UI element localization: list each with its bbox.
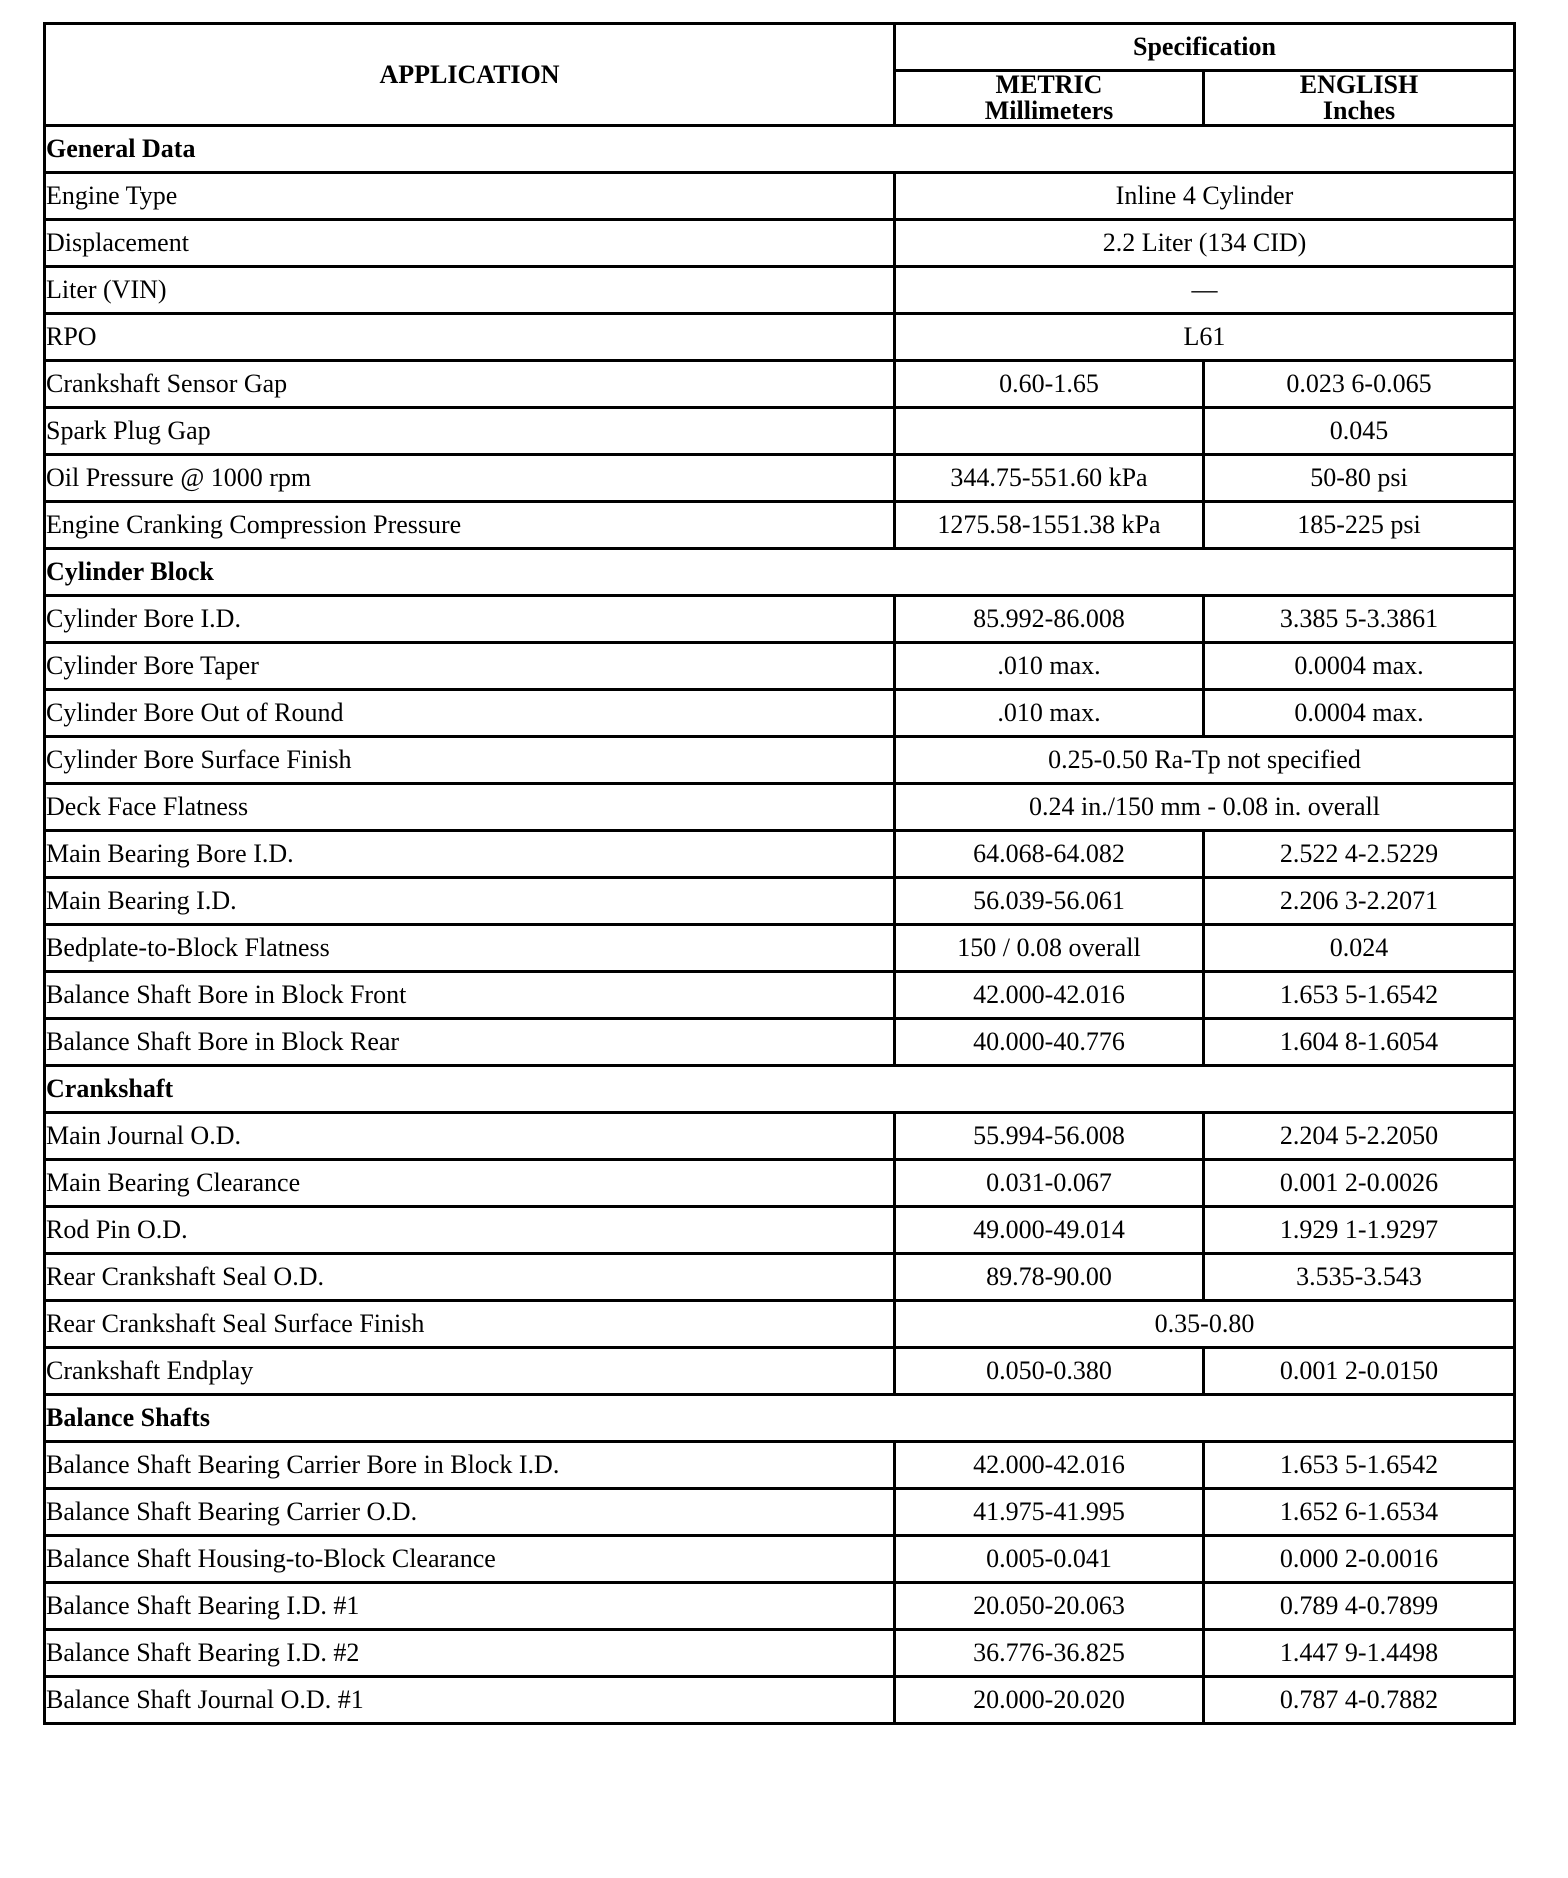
table-row xyxy=(45,1019,1515,1066)
application-cell: Cylinder Bore Surface Finish xyxy=(45,737,895,784)
metric-cell: 42.000-42.016 xyxy=(895,972,1204,1019)
english-title: ENGLISH xyxy=(1299,70,1419,99)
application-cell: Rear Crankshaft Seal Surface Finish xyxy=(45,1301,895,1348)
application-cell: Bedplate-to-Block Flatness xyxy=(45,925,895,972)
table-row xyxy=(45,455,1515,502)
table-row xyxy=(45,1301,1515,1348)
metric-cell: 0.005-0.041 xyxy=(895,1536,1204,1583)
metric-title: METRIC xyxy=(995,70,1103,99)
table-row xyxy=(45,1489,1515,1536)
metric-cell: 55.994-56.008 xyxy=(895,1113,1204,1160)
application-cell: Crankshaft Endplay xyxy=(45,1348,895,1395)
english-cell: 0.0004 max. xyxy=(1204,690,1515,737)
table-row xyxy=(45,1160,1515,1207)
table-row xyxy=(45,596,1515,643)
table-row xyxy=(45,972,1515,1019)
metric-cell: 1275.58-1551.38 kPa xyxy=(895,502,1204,549)
metric-cell: .010 max. xyxy=(895,690,1204,737)
metric-header xyxy=(895,71,1204,126)
table-row xyxy=(45,1583,1515,1630)
application-cell: Balance Shaft Journal O.D. #1 xyxy=(45,1677,895,1724)
table-header xyxy=(45,24,1515,126)
english-cell: 1.652 6-1.6534 xyxy=(1204,1489,1515,1536)
application-cell: Balance Shaft Housing-to-Block Clearance xyxy=(45,1536,895,1583)
section-title: Crankshaft xyxy=(45,1066,1515,1113)
english-cell: 1.929 1-1.9297 xyxy=(1204,1207,1515,1254)
english-header xyxy=(1204,71,1515,126)
application-cell: Cylinder Bore Out of Round xyxy=(45,690,895,737)
english-cell: 2.204 5-2.2050 xyxy=(1204,1113,1515,1160)
table-row xyxy=(45,1207,1515,1254)
section-title: General Data xyxy=(45,126,1515,173)
application-cell: Displacement xyxy=(45,220,895,267)
metric-cell: .010 max. xyxy=(895,643,1204,690)
english-unit: Inches xyxy=(1322,96,1396,125)
section-title: Balance Shafts xyxy=(45,1395,1515,1442)
table-row xyxy=(45,1677,1515,1724)
application-cell: Deck Face Flatness xyxy=(45,784,895,831)
english-cell: 0.045 xyxy=(1204,408,1515,455)
english-cell: 1.447 9-1.4498 xyxy=(1204,1630,1515,1677)
metric-cell: 20.000-20.020 xyxy=(895,1677,1204,1724)
metric-cell: 40.000-40.776 xyxy=(895,1019,1204,1066)
metric-cell: 42.000-42.016 xyxy=(895,1442,1204,1489)
application-cell: Engine Type xyxy=(45,173,895,220)
section-row xyxy=(45,549,1515,596)
table-row xyxy=(45,314,1515,361)
metric-cell: 64.068-64.082 xyxy=(895,831,1204,878)
table-row xyxy=(45,1536,1515,1583)
english-cell: 3.385 5-3.3861 xyxy=(1204,596,1515,643)
application-cell: Crankshaft Sensor Gap xyxy=(45,361,895,408)
metric-cell: 56.039-56.061 xyxy=(895,878,1204,925)
table-row xyxy=(45,878,1515,925)
table-row xyxy=(45,408,1515,455)
english-cell: 0.024 xyxy=(1204,925,1515,972)
section-row xyxy=(45,1066,1515,1113)
english-cell: 185-225 psi xyxy=(1204,502,1515,549)
specification-header: Specification xyxy=(895,24,1515,71)
table-row xyxy=(45,173,1515,220)
english-cell: 0.787 4-0.7882 xyxy=(1204,1677,1515,1724)
english-cell: 0.0004 max. xyxy=(1204,643,1515,690)
english-cell: 0.789 4-0.7899 xyxy=(1204,1583,1515,1630)
english-cell: 50-80 psi xyxy=(1204,455,1515,502)
combined-spec-cell: 0.24 in./150 mm - 0.08 in. overall xyxy=(895,784,1515,831)
application-cell: Main Journal O.D. xyxy=(45,1113,895,1160)
metric-cell xyxy=(895,408,1204,455)
application-cell: Balance Shaft Bearing Carrier Bore in Block I.D. xyxy=(45,1442,895,1489)
english-cell: 3.535-3.543 xyxy=(1204,1254,1515,1301)
combined-spec-cell: Inline 4 Cylinder xyxy=(895,173,1515,220)
english-cell: 1.653 5-1.6542 xyxy=(1204,1442,1515,1489)
specification-table xyxy=(43,22,1516,1725)
table-row xyxy=(45,267,1515,314)
application-cell: Cylinder Bore Taper xyxy=(45,643,895,690)
table-row xyxy=(45,737,1515,784)
table-row xyxy=(45,831,1515,878)
metric-cell: 0.031-0.067 xyxy=(895,1160,1204,1207)
application-cell: RPO xyxy=(45,314,895,361)
application-cell: Balance Shaft Bearing Carrier O.D. xyxy=(45,1489,895,1536)
application-cell: Spark Plug Gap xyxy=(45,408,895,455)
english-cell: 0.023 6-0.065 xyxy=(1204,361,1515,408)
table-row xyxy=(45,784,1515,831)
combined-spec-cell: 0.35-0.80 xyxy=(895,1301,1515,1348)
table-row xyxy=(45,1113,1515,1160)
application-cell: Engine Cranking Compression Pressure xyxy=(45,502,895,549)
table-row xyxy=(45,1442,1515,1489)
metric-cell: 0.050-0.380 xyxy=(895,1348,1204,1395)
section-title: Cylinder Block xyxy=(45,549,1515,596)
application-cell: Balance Shaft Bore in Block Rear xyxy=(45,1019,895,1066)
table-row xyxy=(45,1254,1515,1301)
table-row xyxy=(45,690,1515,737)
table-row xyxy=(45,361,1515,408)
table-row xyxy=(45,925,1515,972)
section-row xyxy=(45,1395,1515,1442)
metric-cell: 89.78-90.00 xyxy=(895,1254,1204,1301)
english-cell: 2.206 3-2.2071 xyxy=(1204,878,1515,925)
application-cell: Oil Pressure @ 1000 rpm xyxy=(45,455,895,502)
english-cell: 2.522 4-2.5229 xyxy=(1204,831,1515,878)
metric-cell: 150 / 0.08 overall xyxy=(895,925,1204,972)
table-row xyxy=(45,1630,1515,1677)
combined-spec-cell: 0.25-0.50 Ra-Tp not specified xyxy=(895,737,1515,784)
table-body xyxy=(45,126,1515,1724)
table-row xyxy=(45,643,1515,690)
metric-cell: 20.050-20.063 xyxy=(895,1583,1204,1630)
application-cell: Main Bearing I.D. xyxy=(45,878,895,925)
section-row xyxy=(45,126,1515,173)
english-cell: 0.001 2-0.0026 xyxy=(1204,1160,1515,1207)
combined-spec-cell: 2.2 Liter (134 CID) xyxy=(895,220,1515,267)
metric-cell: 0.60-1.65 xyxy=(895,361,1204,408)
application-cell: Main Bearing Bore I.D. xyxy=(45,831,895,878)
english-cell: 1.604 8-1.6054 xyxy=(1204,1019,1515,1066)
metric-unit: Millimeters xyxy=(984,96,1114,125)
application-cell: Rod Pin O.D. xyxy=(45,1207,895,1254)
application-cell: Balance Shaft Bearing I.D. #1 xyxy=(45,1583,895,1630)
table-row xyxy=(45,220,1515,267)
metric-cell: 36.776-36.825 xyxy=(895,1630,1204,1677)
combined-spec-cell: L61 xyxy=(895,314,1515,361)
metric-cell: 41.975-41.995 xyxy=(895,1489,1204,1536)
application-cell: Main Bearing Clearance xyxy=(45,1160,895,1207)
english-cell: 0.000 2-0.0016 xyxy=(1204,1536,1515,1583)
application-cell: Liter (VIN) xyxy=(45,267,895,314)
combined-spec-cell: — xyxy=(895,267,1515,314)
metric-cell: 49.000-49.014 xyxy=(895,1207,1204,1254)
table-row xyxy=(45,1348,1515,1395)
metric-cell: 85.992-86.008 xyxy=(895,596,1204,643)
english-cell: 1.653 5-1.6542 xyxy=(1204,972,1515,1019)
application-cell: Balance Shaft Bearing I.D. #2 xyxy=(45,1630,895,1677)
english-cell: 0.001 2-0.0150 xyxy=(1204,1348,1515,1395)
application-cell: Balance Shaft Bore in Block Front xyxy=(45,972,895,1019)
metric-cell: 344.75-551.60 kPa xyxy=(895,455,1204,502)
application-cell: Rear Crankshaft Seal O.D. xyxy=(45,1254,895,1301)
application-header: APPLICATION xyxy=(45,24,895,126)
application-cell: Cylinder Bore I.D. xyxy=(45,596,895,643)
table-row xyxy=(45,502,1515,549)
